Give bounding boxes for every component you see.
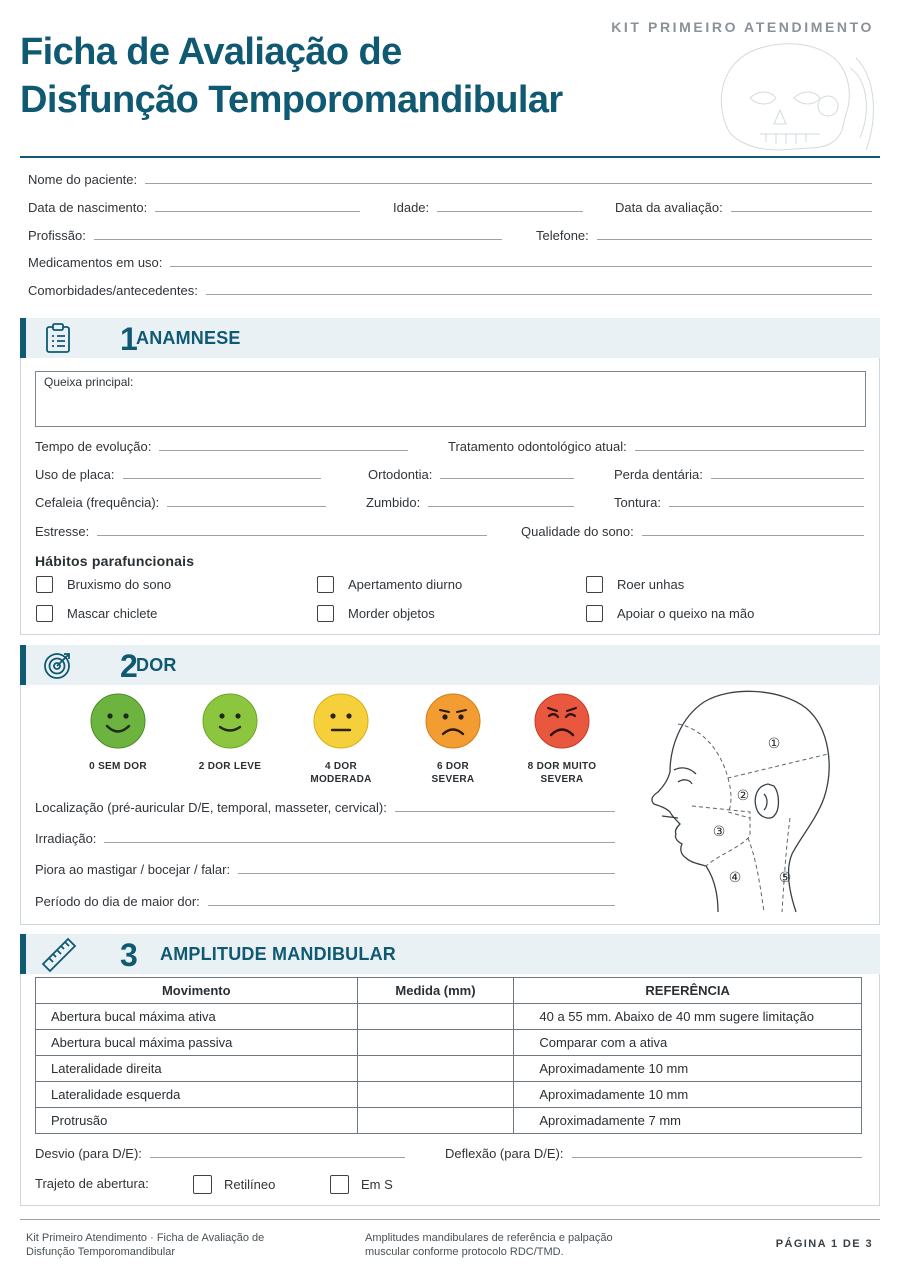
queixa-principal-box[interactable] <box>35 371 866 427</box>
page-title <box>20 28 563 124</box>
cell-referencia: 40 a 55 mm. Abaixo de 40 mm sugere limitação <box>514 1004 862 1030</box>
tontura-label: Tontura: <box>614 495 661 510</box>
checkbox-label: Mascar chiclete <box>67 606 158 621</box>
zumbido-label: Zumbido: <box>366 495 421 510</box>
cefaleia-field[interactable] <box>35 495 326 510</box>
kit-label: KIT PRIMEIRO ATENDIMENTO <box>611 19 874 35</box>
header-referencia: REFERÊNCIA <box>514 978 862 1004</box>
region-3-label: ③ <box>712 824 726 840</box>
tontura-field[interactable] <box>614 495 864 510</box>
idade-field[interactable] <box>393 200 583 215</box>
section-title: AMPLITUDE MANDIBULAR <box>160 944 396 964</box>
cell-medida-input[interactable] <box>357 1056 514 1082</box>
cell-movimento: Abertura bucal máxima passiva <box>36 1030 358 1056</box>
zumbido-field[interactable] <box>366 495 574 510</box>
deflexao-label: Deflexão (para D/E): <box>445 1146 564 1161</box>
irradiacao-field[interactable] <box>35 831 615 846</box>
face-2-icon <box>201 692 259 750</box>
face-6-icon <box>424 692 482 750</box>
cell-movimento: Lateralidade esquerda <box>36 1082 358 1108</box>
profissao-field[interactable] <box>28 228 502 243</box>
checkbox-box[interactable] <box>193 1175 212 1194</box>
region-1-label: ① <box>767 736 781 752</box>
periodo-label: Período do dia de maior dor: <box>35 894 200 909</box>
habitos-title: Hábitos parafuncionais <box>35 553 195 569</box>
medicamentos-label: Medicamentos em uso: <box>28 255 163 270</box>
footer-left: Kit Primeiro Atendimento · Ficha de Avaliação de Disfunção Temporomandibular <box>26 1232 265 1258</box>
data-avaliacao-label: Data da avaliação: <box>615 200 723 215</box>
target-icon <box>42 649 74 681</box>
checkbox-roer-unhas[interactable] <box>586 576 684 593</box>
perda-label: Perda dentária: <box>614 467 703 482</box>
comorbidades-field[interactable] <box>28 283 872 298</box>
title-line-1: Ficha de Avaliação de <box>20 31 402 73</box>
estresse-field[interactable] <box>35 524 487 539</box>
section-dor-header <box>20 645 880 685</box>
checkbox-label: Apoiar o queixo na mão <box>617 606 755 621</box>
checkbox-box[interactable] <box>330 1175 349 1194</box>
desvio-label: Desvio (para D/E): <box>35 1146 142 1161</box>
checkbox-box[interactable] <box>586 605 603 622</box>
nome-field[interactable] <box>28 172 872 187</box>
table-header-row <box>36 978 862 1004</box>
cell-referencia: Aproximadamente 10 mm <box>514 1056 862 1082</box>
table-row <box>36 1082 862 1108</box>
localizacao-label: Localização (pré-auricular D/E, temporal, masseter, cervical): <box>35 800 387 815</box>
piora-label: Piora ao mastigar / bocejar / falar: <box>35 862 231 877</box>
cell-medida-input[interactable] <box>357 1108 514 1134</box>
cell-medida-input[interactable] <box>357 1004 514 1030</box>
medicamentos-field[interactable] <box>28 255 872 270</box>
checkbox-label: Apertamento diurno <box>348 577 463 592</box>
profissao-label: Profissão: <box>28 228 86 243</box>
section-number: 2 <box>120 648 138 684</box>
cell-movimento: Lateralidade direita <box>36 1056 358 1082</box>
cell-referencia: Aproximadamente 7 mm <box>514 1108 862 1134</box>
placa-field[interactable] <box>35 467 321 482</box>
checkbox-morder[interactable] <box>317 605 435 622</box>
perda-field[interactable] <box>614 467 864 482</box>
section-title: DOR <box>136 655 177 675</box>
region-4-label: ④ <box>728 870 742 886</box>
idade-label: Idade: <box>393 200 430 215</box>
data-nascimento-field[interactable] <box>28 200 360 215</box>
face-8-icon <box>533 692 591 750</box>
telefone-field[interactable] <box>536 228 872 243</box>
face-0-icon <box>89 692 147 750</box>
trajeto-label: Trajeto de abertura: <box>35 1176 149 1191</box>
checkbox-label: Retilíneo <box>224 1177 276 1192</box>
checkbox-mascar[interactable] <box>36 605 157 622</box>
section-title: ANAMNESE <box>136 328 241 348</box>
section-number: 1 <box>120 321 138 357</box>
comorbidades-label: Comorbidades/antecedentes: <box>28 283 198 298</box>
checkbox-box[interactable] <box>36 605 53 622</box>
face-label-4: 4 DOR MODERADA <box>310 761 372 785</box>
header-movimento: Movimento <box>36 978 358 1004</box>
amplitude-table <box>35 977 862 1134</box>
placa-label: Uso de placa: <box>35 467 115 482</box>
table-row <box>36 1030 862 1056</box>
nome-label: Nome do paciente: <box>28 172 138 187</box>
header-medida: Medida (mm) <box>357 978 514 1004</box>
cell-movimento: Abertura bucal máxima ativa <box>36 1004 358 1030</box>
data-avaliacao-field[interactable] <box>615 200 872 215</box>
trajeto-label-wrap <box>35 1176 149 1191</box>
checkbox-label: Bruxismo do sono <box>67 577 172 592</box>
estresse-label: Estresse: <box>35 524 90 539</box>
periodo-field[interactable] <box>35 894 615 909</box>
checkbox-apertamento[interactable] <box>317 576 462 593</box>
ortodontia-label: Ortodontia: <box>368 467 433 482</box>
table-row <box>36 1004 862 1030</box>
header-rule <box>20 156 880 158</box>
region-5-label: ⑤ <box>778 870 792 886</box>
footer-middle: Amplitudes mandibulares de referência e palpação muscular conforme protocolo RDC/TMD. <box>365 1232 613 1258</box>
section-anamnese-header <box>20 318 880 358</box>
skull-illustration <box>710 38 880 156</box>
footer-rule <box>20 1219 880 1220</box>
cefaleia-label: Cefaleia (frequência): <box>35 495 160 510</box>
clipboard-icon <box>42 322 74 354</box>
tempo-field[interactable] <box>35 439 408 454</box>
tempo-label: Tempo de evolução: <box>35 439 152 454</box>
queixa-label: Queixa principal: <box>44 375 134 389</box>
data-nascimento-label: Data de nascimento: <box>28 200 148 215</box>
ruler-icon <box>40 936 78 974</box>
localizacao-field[interactable] <box>35 800 615 815</box>
checkbox-retilineo[interactable] <box>193 1175 275 1194</box>
face-4-icon <box>312 692 370 750</box>
ortodontia-field[interactable] <box>368 467 574 482</box>
telefone-label: Telefone: <box>536 228 589 243</box>
tratamento-field[interactable] <box>448 439 864 454</box>
piora-field[interactable] <box>35 862 615 877</box>
cell-medida-input[interactable] <box>357 1030 514 1056</box>
cell-movimento: Protrusão <box>36 1108 358 1134</box>
head-diagram <box>640 688 840 916</box>
table-row <box>36 1056 862 1082</box>
deflexao-field[interactable] <box>445 1146 862 1161</box>
face-label-8: 8 DOR MUITO SEVERA <box>527 761 597 785</box>
face-label-2: 2 DOR LEVE <box>198 761 262 772</box>
sono-label: Qualidade do sono: <box>521 524 634 539</box>
section-number: 3 <box>120 937 138 973</box>
checkbox-label: Em S <box>361 1177 393 1192</box>
face-label-6: 6 DOR SEVERA <box>431 761 475 785</box>
desvio-field[interactable] <box>35 1146 405 1161</box>
region-2-label: ② <box>736 788 750 804</box>
checkbox-apoiar-queixo[interactable] <box>586 605 754 622</box>
cell-medida-input[interactable] <box>357 1082 514 1108</box>
checkbox-box[interactable] <box>586 576 603 593</box>
face-label-0: 0 SEM DOR <box>89 761 147 772</box>
sono-field[interactable] <box>521 524 864 539</box>
title-line-2: Disfunção Temporomandibular <box>20 79 563 121</box>
cell-referencia: Aproximadamente 10 mm <box>514 1082 862 1108</box>
checkbox-label: Morder objetos <box>348 606 435 621</box>
irradiacao-label: Irradiação: <box>35 831 97 846</box>
checkbox-box[interactable] <box>317 576 334 593</box>
checkbox-em-s[interactable] <box>330 1175 393 1194</box>
checkbox-box[interactable] <box>317 605 334 622</box>
tratamento-label: Tratamento odontológico atual: <box>448 439 627 454</box>
page-number: PÁGINA 1 DE 3 <box>775 1238 873 1250</box>
checkbox-box[interactable] <box>36 576 53 593</box>
checkbox-bruxismo[interactable] <box>36 576 171 593</box>
table-row <box>36 1108 862 1134</box>
checkbox-label: Roer unhas <box>617 577 685 592</box>
cell-referencia: Comparar com a ativa <box>514 1030 862 1056</box>
section-amplitude-header <box>20 934 880 974</box>
